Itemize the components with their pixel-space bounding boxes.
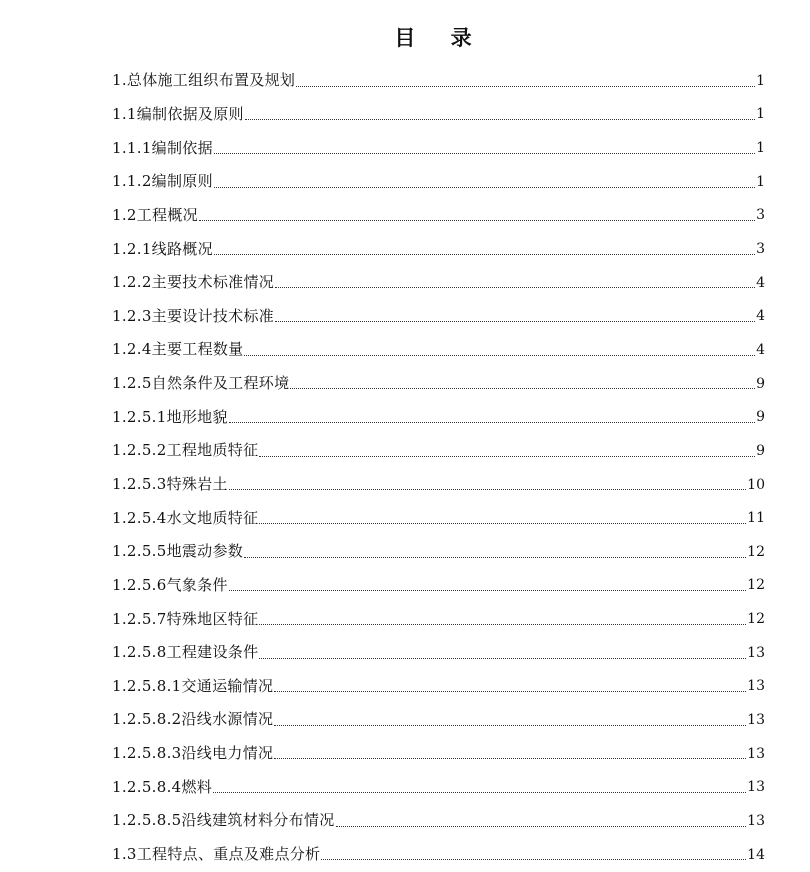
- table-of-contents: [112, 64, 765, 871]
- toc-entry[interactable]: [112, 165, 765, 199]
- toc-entry[interactable]: [112, 232, 765, 266]
- toc-entry-page-number: 13: [747, 644, 765, 661]
- toc-entry[interactable]: [112, 468, 765, 502]
- toc-entry-label: 1.2.5.8.4燃料: [112, 777, 213, 796]
- toc-entry-label: 1.2.5.7特殊地区特征: [112, 609, 259, 628]
- dot-leader: [229, 589, 746, 591]
- dot-leader: [259, 522, 746, 524]
- toc-entry-page-number: 10: [747, 476, 765, 493]
- toc-entry-page-number: 11: [747, 510, 765, 527]
- dot-leader: [229, 421, 755, 423]
- toc-entry-label: 1.2.5.6气象条件: [112, 575, 228, 594]
- dot-leader: [259, 455, 755, 457]
- toc-entry-label: 1.2.5.2工程地质特征: [112, 441, 259, 460]
- toc-entry[interactable]: [112, 737, 765, 771]
- toc-entry[interactable]: [112, 838, 765, 872]
- dot-leader: [274, 757, 746, 759]
- toc-entry[interactable]: [112, 804, 765, 838]
- toc-entry-page-number: 4: [756, 341, 765, 358]
- toc-entry-page-number: 13: [747, 678, 765, 695]
- toc-entry[interactable]: [112, 501, 765, 535]
- dot-leader: [275, 286, 755, 288]
- dot-leader: [214, 186, 755, 188]
- toc-entry-page-number: 13: [747, 779, 765, 796]
- toc-entry-page-number: 12: [747, 577, 765, 594]
- toc-entry-label: 1.2.3主要设计技术标准: [112, 306, 275, 325]
- toc-entry[interactable]: [112, 367, 765, 401]
- toc-entry-page-number: 1: [756, 173, 765, 190]
- toc-entry[interactable]: [112, 131, 765, 165]
- dot-leader: [296, 85, 755, 87]
- toc-entry[interactable]: [112, 400, 765, 434]
- toc-entry-label: 1.2.5.8.1交通运输情况: [112, 676, 274, 695]
- toc-entry-page-number: 3: [756, 241, 765, 258]
- dot-leader: [274, 724, 746, 726]
- toc-entry-page-number: 9: [756, 442, 765, 459]
- toc-entry-page-number: 13: [747, 711, 765, 728]
- toc-entry-label: 1.2工程概况: [112, 205, 198, 224]
- toc-entry-page-number: 9: [756, 409, 765, 426]
- toc-entry-label: 1.1编制依据及原则: [112, 104, 244, 123]
- dot-leader: [199, 219, 755, 221]
- toc-entry-page-number: 14: [747, 846, 765, 863]
- toc-entry-label: 1.2.5.3特殊岩土: [112, 475, 228, 493]
- dot-leader: [213, 791, 746, 793]
- toc-entry-label: 1.2.5.5地震动参数: [112, 542, 244, 561]
- toc-entry-page-number: 1: [756, 72, 765, 89]
- toc-entry[interactable]: [112, 703, 765, 737]
- toc-entry-label: 1.2.2主要技术标准情况: [112, 273, 275, 292]
- toc-entry[interactable]: [112, 299, 765, 333]
- toc-entry-label: 1.2.5.8.2沿线水源情况: [112, 710, 274, 729]
- toc-entry[interactable]: [112, 770, 765, 804]
- toc-entry-page-number: 12: [747, 611, 765, 628]
- toc-entry-page-number: 12: [747, 543, 765, 560]
- dot-leader: [244, 556, 746, 558]
- dot-leader: [259, 657, 746, 659]
- toc-entry-label: 1.3工程特点、重点及难点分析: [112, 845, 321, 864]
- dot-leader: [336, 825, 747, 827]
- toc-entry[interactable]: [112, 199, 765, 233]
- toc-entry-page-number: 1: [756, 106, 765, 123]
- dot-leader: [214, 152, 755, 154]
- dot-leader: [321, 858, 746, 860]
- toc-entry[interactable]: [112, 98, 765, 132]
- toc-entry-page-number: 1: [756, 140, 765, 157]
- toc-entry-page-number: 4: [756, 308, 765, 325]
- toc-entry-page-number: 13: [747, 812, 765, 829]
- toc-entry-label: 1.1.2编制原则: [112, 172, 213, 191]
- toc-entry-page-number: 3: [756, 207, 765, 224]
- dot-leader: [275, 320, 755, 322]
- toc-entry[interactable]: [112, 434, 765, 468]
- toc-entry-page-number: 4: [756, 274, 765, 291]
- toc-entry-label: 1.1.1编制依据: [112, 138, 213, 157]
- toc-entry-label: 1.2.1线路概况: [112, 239, 213, 258]
- toc-entry[interactable]: [112, 636, 765, 670]
- toc-entry-label: 1.2.5自然条件及工程环境: [112, 374, 290, 393]
- cropped-header-fragment: [345, 0, 525, 2]
- toc-entry-label: 1.2.5.4水文地质特征: [112, 508, 259, 527]
- toc-entry-label: 1.2.5.8工程建设条件: [112, 643, 259, 662]
- dot-leader: [290, 387, 755, 389]
- dot-leader: [245, 118, 755, 120]
- toc-entry[interactable]: [112, 602, 765, 636]
- toc-title: 目 录: [394, 25, 486, 50]
- dot-leader: [229, 488, 746, 490]
- toc-entry-label: 1.总体施工组织布置及规划: [112, 71, 296, 90]
- dot-leader: [244, 354, 755, 356]
- toc-entry-page-number: 13: [747, 745, 765, 762]
- toc-entry[interactable]: [112, 64, 765, 98]
- dot-leader: [259, 623, 746, 625]
- toc-entry-label: 1.2.5.8.5沿线建筑材料分布情况: [112, 811, 335, 830]
- toc-entry-page-number: 9: [756, 375, 765, 392]
- toc-entry-label: 1.2.4主要工程数量: [112, 340, 244, 359]
- toc-entry[interactable]: [112, 535, 765, 569]
- dot-leader: [274, 690, 746, 692]
- toc-entry[interactable]: [112, 333, 765, 367]
- toc-entry[interactable]: [112, 569, 765, 603]
- toc-entry-label: 1.2.5.8.3沿线电力情况: [112, 744, 274, 763]
- toc-entry[interactable]: [112, 670, 765, 704]
- dot-leader: [214, 253, 755, 255]
- toc-entry[interactable]: [112, 266, 765, 300]
- toc-entry-label: 1.2.5.1地形地貌: [112, 407, 228, 426]
